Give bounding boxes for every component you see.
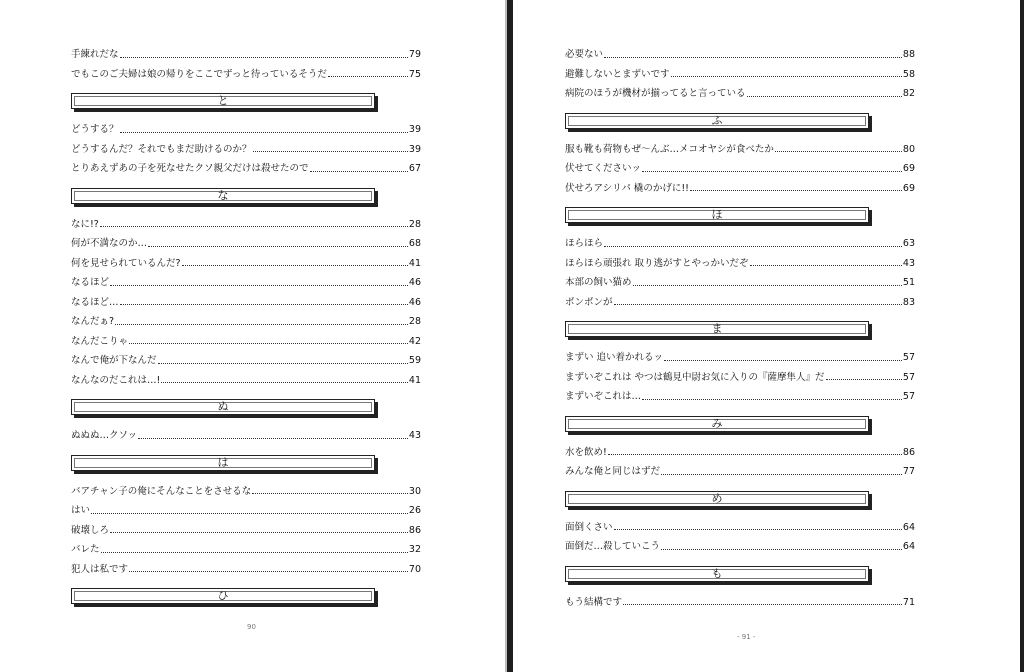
kana-section-label: も	[711, 566, 723, 580]
index-entry	[71, 477, 421, 497]
entry-page-number: 80	[902, 143, 915, 155]
entry-page-number: 42	[408, 335, 421, 347]
dot-leader	[328, 76, 408, 77]
kana-section-label: ぬ	[217, 400, 229, 413]
entry-text: 病院のほうが機材が揃ってると言っている	[565, 88, 746, 99]
entry-text: はい	[71, 505, 91, 516]
dot-leader	[608, 454, 902, 455]
index-entry	[71, 496, 421, 516]
entry-page-number: 43	[902, 257, 915, 269]
index-entry	[565, 532, 915, 552]
index-entry	[71, 421, 421, 441]
entry-page-number: 86	[408, 524, 421, 536]
kana-section-label: ふ	[711, 113, 723, 127]
index-entry	[71, 555, 421, 575]
entry-text: 服も靴も荷物もぜ〜んぶ…メコオヤシが食べたか	[565, 143, 774, 155]
index-entry	[565, 249, 915, 269]
index-entry	[565, 79, 915, 99]
kana-section-header	[71, 188, 375, 204]
entry-text: もう結構です	[565, 596, 623, 608]
kana-section-header	[71, 399, 375, 415]
dot-leader	[115, 324, 408, 325]
entry-page-number: 64	[902, 541, 915, 552]
index-entry	[71, 327, 421, 347]
index-entry	[565, 288, 915, 308]
dot-leader	[642, 171, 902, 172]
index-entry	[71, 154, 421, 174]
entry-text: 本部の飼い猫め	[565, 277, 632, 288]
kana-section-label: と	[217, 94, 229, 107]
entry-text: 伏せろアシリパ 橇のかげに!!	[565, 182, 689, 194]
right-page	[513, 0, 1020, 672]
dot-leader	[642, 399, 902, 400]
dot-leader	[148, 246, 408, 247]
index-entry	[71, 288, 421, 308]
entry-text: 避難しないとまずいです	[565, 68, 670, 80]
kana-section-header	[565, 321, 869, 337]
dot-leader	[690, 190, 902, 191]
kana-section-label: め	[711, 491, 723, 505]
kana-section-label: み	[711, 416, 723, 430]
entry-page-number: 57	[902, 352, 915, 363]
entry-page-number: 83	[902, 296, 915, 308]
dot-leader	[633, 285, 902, 286]
dot-leader	[661, 549, 902, 550]
index-entry	[71, 115, 421, 135]
entry-text: まずいぞこれは…	[565, 391, 642, 402]
kana-section-label: な	[217, 188, 229, 202]
dot-leader	[120, 57, 408, 58]
dot-leader	[604, 246, 902, 247]
kana-section-header	[71, 93, 375, 109]
dot-leader	[101, 552, 408, 553]
right-index-column	[565, 40, 915, 607]
entry-text: ほらほら頑張れ 取り逃がすとやっかいだぞ	[565, 257, 749, 269]
right-page-number: - 91 -	[737, 633, 756, 641]
dot-leader	[623, 604, 902, 605]
entry-text: ほらほら	[565, 238, 604, 249]
entry-page-number: 70	[408, 563, 421, 575]
left-index-column	[71, 40, 421, 610]
entry-page-number: 59	[408, 355, 421, 366]
entry-text: なんで俺が下なんだ	[71, 355, 157, 366]
entry-text: どうするんだ？それでもまだ助けるのか？	[71, 143, 252, 155]
entry-text: まずいぞこれは やつは鶴見中尉お気に入りの『薩摩隼人』だ	[565, 371, 825, 383]
dot-leader	[614, 304, 902, 305]
entry-text: でもこのご夫婦は娘の帰りをここでずっと待っているそうだ	[71, 68, 327, 80]
entry-text: 破壊しろ	[71, 524, 110, 536]
index-entry	[71, 229, 421, 249]
entry-text: バアチャン子の俺にそんなことをさせるな	[71, 485, 252, 497]
kana-section-label: は	[217, 455, 229, 469]
entry-page-number: 69	[902, 163, 915, 174]
kana-section-header	[565, 566, 869, 582]
dot-leader	[661, 474, 902, 475]
entry-page-number: 75	[408, 68, 421, 80]
index-entry	[565, 363, 915, 383]
dot-leader	[120, 304, 408, 305]
dot-leader	[110, 285, 408, 286]
kana-section-header	[565, 207, 869, 223]
entry-page-number: 28	[408, 218, 421, 230]
index-entry	[71, 60, 421, 80]
entry-text: ボンボンが	[565, 296, 613, 308]
dot-leader	[747, 96, 902, 97]
entry-text: 何が不満なのか…	[71, 238, 148, 249]
entry-page-number: 43	[408, 430, 421, 441]
entry-text: まずい 追い着かれるッ	[565, 352, 664, 363]
index-entry	[71, 535, 421, 555]
index-entry	[565, 174, 915, 194]
dot-leader	[614, 529, 902, 530]
index-entry	[71, 307, 421, 327]
dot-leader	[120, 132, 408, 133]
dot-leader	[129, 571, 408, 572]
entry-page-number: 39	[408, 143, 421, 155]
index-entry	[565, 382, 915, 402]
index-entry	[565, 229, 915, 249]
index-entry	[71, 135, 421, 155]
entry-page-number: 69	[902, 182, 915, 194]
entry-text: みんな俺と同じはずだ	[565, 466, 661, 477]
entry-page-number: 63	[902, 238, 915, 249]
index-entry	[565, 154, 915, 174]
index-entry	[565, 343, 915, 363]
entry-page-number: 57	[902, 371, 915, 383]
entry-page-number: 41	[408, 257, 421, 269]
kana-section-label: ひ	[217, 589, 229, 602]
dot-leader	[252, 493, 408, 494]
dot-leader	[775, 151, 902, 152]
dot-leader	[826, 379, 902, 380]
entry-page-number: 71	[902, 596, 915, 608]
entry-page-number: 68	[408, 238, 421, 249]
dot-leader	[100, 226, 408, 227]
entry-page-number: 77	[902, 466, 915, 477]
entry-page-number: 41	[408, 374, 421, 386]
entry-text: 水を飲め!	[565, 446, 607, 458]
kana-section-header	[565, 416, 869, 432]
entry-page-number: 88	[902, 49, 915, 60]
kana-section-header	[71, 455, 375, 471]
dot-leader	[310, 171, 408, 172]
dot-leader	[664, 360, 902, 361]
entry-page-number: 26	[408, 505, 421, 516]
kana-section-header	[71, 588, 375, 604]
entry-text: 必要ない	[565, 49, 604, 60]
index-entry	[565, 268, 915, 288]
entry-text: とりあえずあの子を死なせたクソ親父だけは殺せたので	[71, 163, 309, 174]
entry-text: 面倒くさい	[565, 521, 613, 533]
entry-text: なんだぁ?	[71, 316, 115, 327]
dot-leader	[138, 438, 408, 439]
entry-page-number: 46	[408, 296, 421, 308]
kana-section-header	[565, 113, 869, 129]
entry-page-number: 79	[408, 49, 421, 60]
entry-page-number: 30	[408, 485, 421, 497]
index-entry	[565, 457, 915, 477]
index-entry	[71, 516, 421, 536]
entry-page-number: 51	[902, 277, 915, 288]
entry-page-number: 28	[408, 316, 421, 327]
entry-text: バレた	[71, 544, 100, 555]
index-entry	[71, 268, 421, 288]
left-page	[0, 0, 507, 672]
dot-leader	[158, 363, 408, 364]
index-entry	[71, 210, 421, 230]
index-entry	[71, 249, 421, 269]
entry-page-number: 82	[902, 88, 915, 99]
entry-text: ぬぬぬ…クソッ	[71, 430, 138, 441]
entry-text: 犯人は私です	[71, 563, 129, 575]
entry-page-number: 57	[902, 391, 915, 402]
index-entry	[565, 588, 915, 608]
entry-text: なんだこりゃ	[71, 335, 129, 347]
entry-text: なるほど	[71, 277, 110, 288]
kana-section-label: ほ	[711, 208, 723, 221]
entry-page-number: 32	[408, 544, 421, 555]
dot-leader	[253, 151, 408, 152]
entry-text: 面倒だ…殺していこう	[565, 541, 661, 552]
entry-text: なに!?	[71, 218, 99, 230]
dot-leader	[182, 265, 408, 266]
entry-text: なんなのだこれは…!	[71, 374, 161, 386]
entry-page-number: 58	[902, 68, 915, 80]
dot-leader	[671, 76, 902, 77]
index-entry	[71, 366, 421, 386]
entry-page-number: 67	[408, 163, 421, 174]
dot-leader	[110, 532, 408, 533]
index-entry	[565, 40, 915, 60]
entry-text: 手練れだな	[71, 49, 119, 60]
entry-text: 何を見せられているんだ?	[71, 257, 181, 269]
index-entry	[565, 513, 915, 533]
entry-text: 伏せてくださいッ	[565, 163, 642, 174]
index-entry	[565, 438, 915, 458]
dot-leader	[129, 343, 408, 344]
dot-leader	[91, 513, 408, 514]
index-entry	[71, 346, 421, 366]
index-entry	[565, 135, 915, 155]
kana-section-header	[565, 491, 869, 507]
kana-section-label: ま	[711, 322, 723, 335]
entry-text: どうする？	[71, 124, 119, 135]
index-entry	[565, 60, 915, 80]
left-page-number: 90	[247, 623, 256, 631]
dot-leader	[604, 57, 902, 58]
index-entry	[71, 40, 421, 60]
entry-page-number: 39	[408, 124, 421, 135]
entry-page-number: 64	[902, 521, 915, 533]
entry-page-number: 46	[408, 277, 421, 288]
entry-page-number: 86	[902, 446, 915, 458]
entry-text: なるほど…	[71, 296, 119, 308]
dot-leader	[750, 265, 902, 266]
left-page-gutter	[505, 0, 507, 672]
dot-leader	[161, 382, 408, 383]
